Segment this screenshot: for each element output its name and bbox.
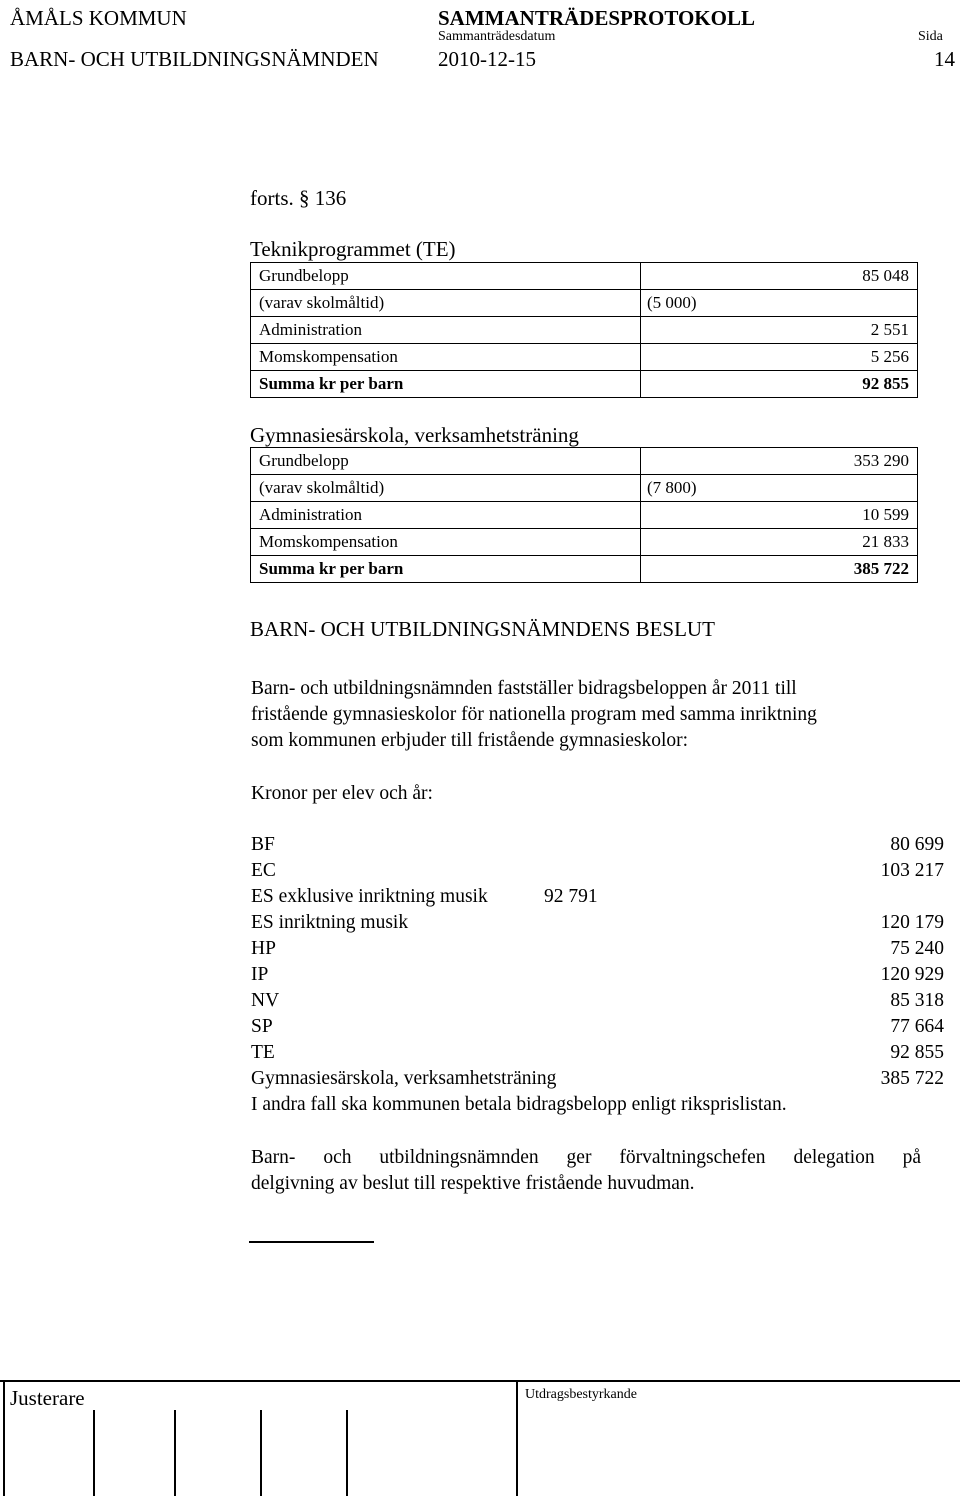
row-label: Grundbelopp <box>251 263 641 290</box>
program-amount: 80 699 <box>890 834 944 855</box>
signature-box-divider <box>93 1410 95 1496</box>
program-label: ES exklusive inriktning musik <box>251 886 488 907</box>
program-amount: 75 240 <box>890 938 944 959</box>
committee-name: BARN- OCH UTBILDNINGSNÄMNDEN <box>10 47 379 71</box>
row-label: Momskompensation <box>251 529 641 556</box>
table-row <box>251 475 918 502</box>
row-label: (varav skolmåltid) <box>251 475 641 502</box>
program-label: HP <box>251 938 276 959</box>
program-label: Gymnasiesärskola, verksamhetsträning <box>251 1068 557 1089</box>
row-label: Administration <box>251 317 641 344</box>
table-row <box>251 502 918 529</box>
program-label: TE <box>251 1042 275 1063</box>
row-label: Summa kr per barn <box>251 556 641 583</box>
decision-paragraph-line-1: Barn- och utbildningsnämnden fastställer bidragsbeloppen år 2011 till <box>251 678 797 699</box>
program-amount: 85 318 <box>890 990 944 1011</box>
signature-box-divider <box>516 1382 518 1496</box>
utdragsbestyrkande-label: Utdragsbestyrkande <box>525 1387 637 1402</box>
list-item <box>251 962 944 988</box>
row-value: 85 048 <box>641 263 918 290</box>
list-item <box>251 1066 944 1092</box>
table-row-total <box>251 371 918 398</box>
row-value: 353 290 <box>641 448 918 475</box>
program-label: SP <box>251 1016 273 1037</box>
row-value: 10 599 <box>641 502 918 529</box>
row-sub-value: (7 800) <box>641 475 918 502</box>
list-item <box>251 910 944 936</box>
list-item <box>251 988 944 1014</box>
table-row <box>251 344 918 371</box>
row-value: 92 855 <box>641 371 918 398</box>
continuation-label: forts. § 136 <box>250 186 347 210</box>
signature-box-divider <box>260 1410 262 1496</box>
signature-box-divider <box>3 1382 5 1496</box>
date-label: Sammanträdesdatum <box>438 29 556 44</box>
table-row <box>251 263 918 290</box>
row-label: Summa kr per barn <box>251 371 641 398</box>
signature-box-divider <box>174 1410 176 1496</box>
program-label: EC <box>251 860 276 881</box>
table-row <box>251 290 918 317</box>
program-amount: 77 664 <box>890 1016 944 1037</box>
delegation-line-2: delgivning av beslut till respektive fristående huvudman. <box>251 1173 695 1194</box>
delegation-line-1: Barn- och utbildningsnämnden ger förvaltningschefen delegation på <box>251 1147 921 1168</box>
row-value: 385 722 <box>641 556 918 583</box>
signature-rule <box>249 1241 374 1243</box>
program-amount: 120 929 <box>880 964 944 985</box>
list-item <box>251 832 944 858</box>
decision-heading: BARN- OCH UTBILDNINGSNÄMNDENS BESLUT <box>250 617 715 641</box>
table-row-total <box>251 556 918 583</box>
program-amount: 103 217 <box>880 860 944 881</box>
list-item <box>251 858 944 884</box>
other-cases-text: I andra fall ska kommunen betala bidragsbelopp enligt riksprislistan. <box>251 1094 787 1115</box>
row-label: (varav skolmåltid) <box>251 290 641 317</box>
table-title-gymnasiesarskola: Gymnasiesärskola, verksamhetsträning <box>250 423 579 447</box>
table-row <box>251 529 918 556</box>
justerare-label: Justerare <box>10 1386 85 1410</box>
meeting-date: 2010-12-15 <box>438 47 536 71</box>
row-value: 21 833 <box>641 529 918 556</box>
cost-table-gymnasiesarskola <box>250 447 918 583</box>
decision-paragraph-line-2: fristående gymnasieskolor för nationella program med samma inriktning <box>251 704 817 725</box>
row-value: 5 256 <box>641 344 918 371</box>
signature-box-divider <box>346 1410 348 1496</box>
program-amount: 92 855 <box>890 1042 944 1063</box>
page-label: Sida <box>918 29 943 44</box>
list-item <box>251 936 944 962</box>
program-label: ES inriktning musik <box>251 912 409 933</box>
document-type: SAMMANTRÄDESPROTOKOLL <box>438 6 755 30</box>
list-item <box>251 1014 944 1040</box>
cost-table-te <box>250 262 918 398</box>
program-label: BF <box>251 834 275 855</box>
program-amount: 92 791 <box>544 886 598 907</box>
per-student-label: Kronor per elev och år: <box>251 783 433 804</box>
page-number: 14 <box>934 47 955 71</box>
program-label: NV <box>251 990 280 1011</box>
table-title-te: Teknikprogrammet (TE) <box>250 237 456 261</box>
program-amount: 385 722 <box>880 1068 944 1089</box>
decision-paragraph-line-3: som kommunen erbjuder till fristående gymnasieskolor: <box>251 730 689 751</box>
list-item <box>251 884 944 910</box>
table-row <box>251 448 918 475</box>
row-value: 2 551 <box>641 317 918 344</box>
row-sub-value: (5 000) <box>641 290 918 317</box>
row-label: Administration <box>251 502 641 529</box>
table-row <box>251 317 918 344</box>
program-label: IP <box>251 964 269 985</box>
program-amount: 120 179 <box>880 912 944 933</box>
footer-divider <box>0 1380 960 1382</box>
municipality-name: ÅMÅLS KOMMUN <box>10 6 187 30</box>
row-label: Momskompensation <box>251 344 641 371</box>
row-label: Grundbelopp <box>251 448 641 475</box>
list-item <box>251 1040 944 1066</box>
